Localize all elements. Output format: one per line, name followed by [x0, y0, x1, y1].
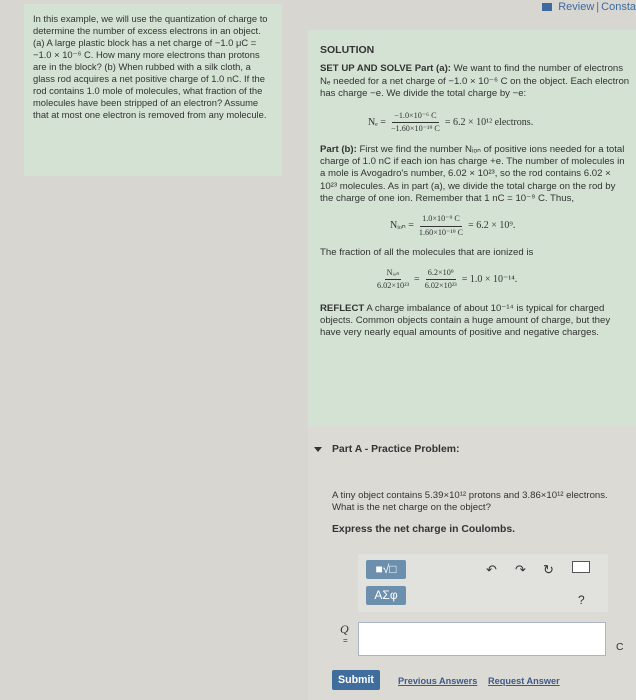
eq1-rhs: = 6.2 × 10¹² electrons. [444, 116, 534, 128]
answer-variable-label: Q [340, 622, 349, 636]
review-icon [542, 3, 552, 11]
template-button[interactable]: ■√□ [366, 560, 406, 579]
link-separator: | [596, 1, 600, 13]
top-links [542, 0, 636, 14]
part-a-title: Part A - Practice Problem: [332, 444, 460, 455]
review-link[interactable]: Review [558, 1, 595, 13]
eq1-numerator: −1.0×10⁻⁶ C [392, 110, 438, 123]
answer-input[interactable] [358, 622, 606, 656]
part-a-panel [308, 426, 636, 700]
setup-text: We want to find the number of electrons Nₑ needed for a net charge of −1.0 × 10⁻⁶ C on the object. Each electron has charge −e. We divide the total charge by −e: [320, 63, 630, 99]
eq2-rhs: = 6.2 × 10⁹. [468, 219, 516, 231]
greek-button[interactable]: ΑΣφ [366, 586, 406, 605]
undo-icon[interactable]: ↶ [486, 562, 497, 577]
previous-answers-link[interactable]: Previous Answers [398, 676, 478, 686]
reflect-paragraph [320, 303, 630, 340]
partb-text: First we find the number Nᵢₒₙ of positive ions needed for a total charge of 1.0 nC if each ion has charge +e. The number of molecules in a mole is Avogadro's number, 6.02 × 10²³, so the rod contains 6.02 × 10²³ molecules. As in part (a), we divide the total charge on the rod by the charge of one ion. Remember that 1 nC = 10⁻⁹ C. Thus, [320, 143, 625, 204]
reset-icon[interactable]: ↻ [543, 562, 554, 577]
setup-heading: SET UP AND SOLVE Part (a): [320, 63, 451, 75]
part-a-header[interactable] [314, 444, 459, 455]
setup-paragraph [320, 63, 630, 100]
equation-ions [390, 213, 630, 239]
submit-button[interactable]: Submit [332, 670, 380, 690]
problem-text: A tiny object contains 5.39×10¹² protons and 3.86×10¹² electrons. What is the net charge on the object? [332, 490, 608, 513]
help-icon[interactable]: ? [578, 593, 585, 607]
eq2-numerator: 1.0×10⁻⁹ C [420, 213, 462, 226]
eq2-fraction [417, 213, 465, 239]
answer-unit: C [616, 642, 624, 653]
eq3-equals: = [414, 273, 420, 285]
eq3-fraction-left [375, 267, 411, 293]
reflect-text: A charge imbalance of about 10⁻¹⁴ is typical for charged objects. Common objects contain a huge amount of charge, but they have very nearly equal amounts of positive and negative charges. [320, 302, 611, 339]
equation-fraction [372, 267, 630, 293]
eq1-lhs: Nₑ = [368, 116, 386, 128]
math-toolbar [358, 554, 608, 612]
collapse-arrow-icon[interactable] [314, 447, 322, 452]
eq3-rhs: = 1.0 × 10⁻¹⁴. [461, 273, 518, 285]
intro-panel [24, 4, 282, 176]
eq1-denominator: −1.60×10⁻¹⁹ C [390, 124, 440, 134]
fraction-paragraph: The fraction of all the molecules that are ionized is [320, 246, 534, 258]
eq3-right-denominator: 6.02×10²³ [424, 281, 457, 291]
solution-title: SOLUTION [320, 44, 375, 56]
equation-electrons [368, 110, 630, 136]
partb-heading: Part (b): [320, 143, 357, 155]
express-instruction: Express the net charge in Coulombs. [332, 524, 516, 535]
eq3-right-numerator: 6.2×10⁹ [426, 267, 456, 280]
redo-icon[interactable]: ↷ [515, 562, 526, 577]
answer-equals-sign: = [343, 636, 348, 645]
eq3-fraction-right [423, 267, 459, 293]
constants-link[interactable]: Consta [601, 1, 636, 13]
eq3-left-numerator: Nᵢₒₙ [385, 267, 402, 280]
intro-text: In this example, we will use the quantization of charge to determine the number of excess electrons in an object. (a) A large plastic block has a net charge of −1.0 μC = −1.0 × 10⁻⁶ C. How many more electrons than protons are in the block? (b) When rubbed with a silk cloth, a glass rod acquires a net positive charge of 1.0 nC. If the rod contains 1.0 mole of molecules, what fraction of the molecules have been stripped of an electron? Assume that at most one electron is removed from any molecule. [33, 13, 268, 120]
eq2-denominator: 1.60×10⁻¹⁹ C [418, 227, 464, 237]
solution-panel [308, 30, 636, 426]
eq3-left-denominator: 6.02×10²³ [377, 281, 410, 291]
partb-paragraph [320, 144, 630, 205]
eq1-fraction [389, 110, 442, 136]
request-answer-link[interactable]: Request Answer [488, 676, 560, 686]
reflect-heading: REFLECT [320, 302, 365, 314]
eq2-lhs: Nᵢₒₙ = [390, 219, 414, 231]
keyboard-icon[interactable] [572, 561, 590, 573]
